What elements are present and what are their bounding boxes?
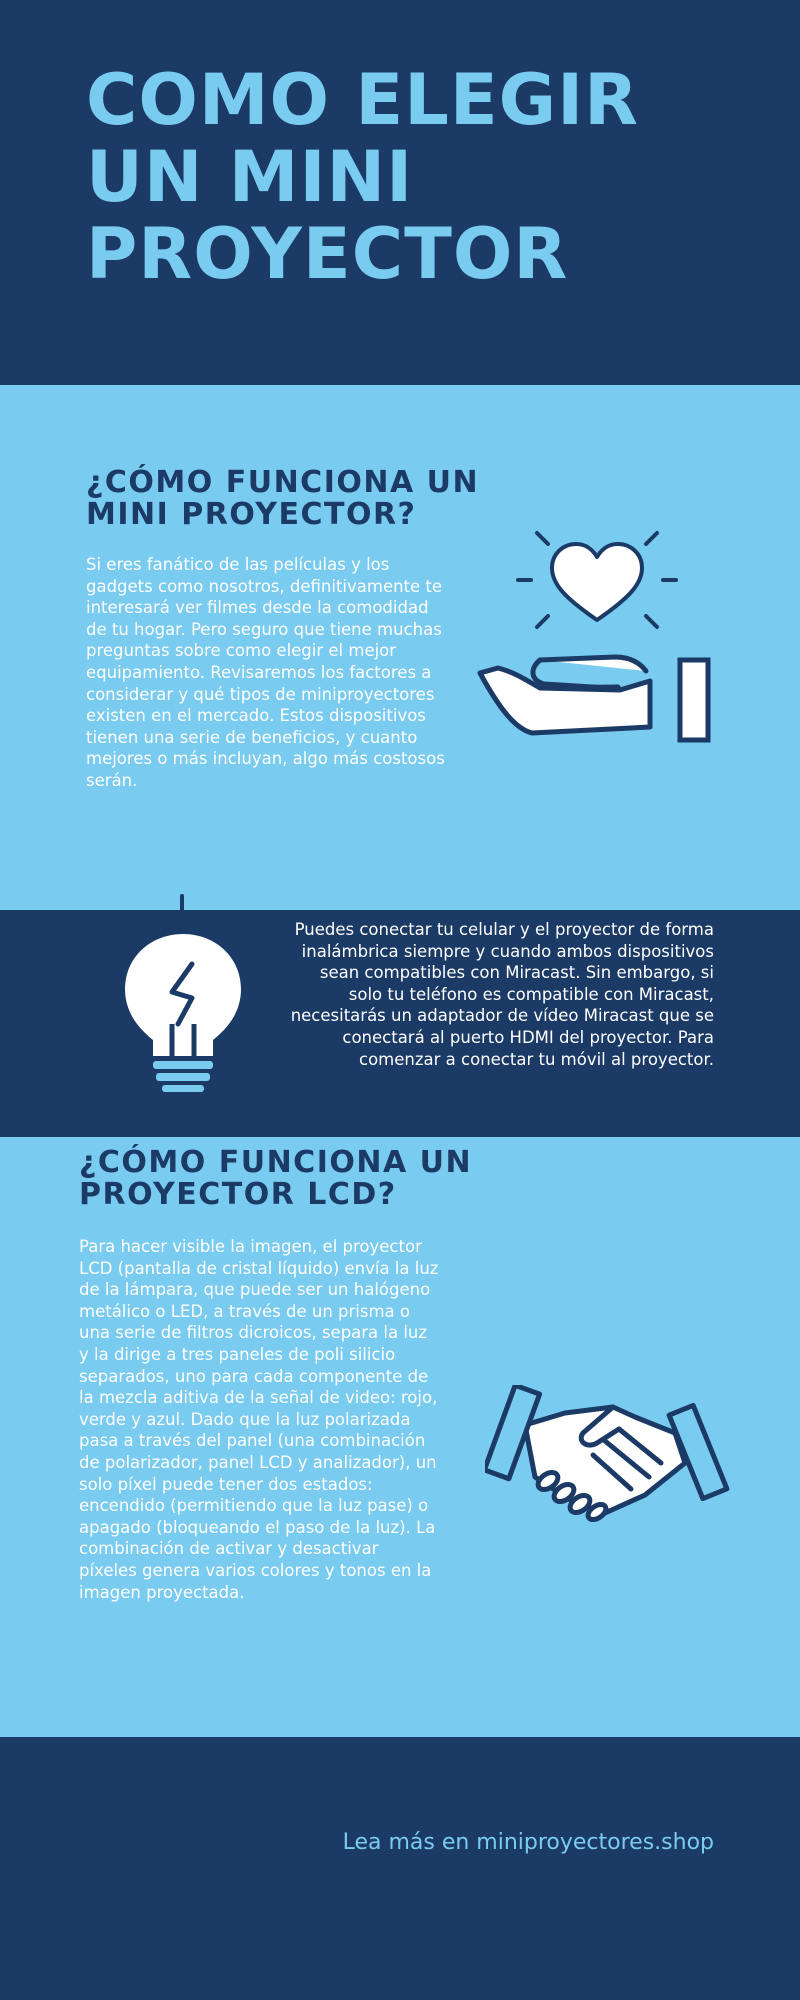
footer-link[interactable]: Lea más en miniproyectores.shop xyxy=(342,1830,714,1855)
section3-heading: ¿CÓMO FUNCIONA UN PROYECTOR LCD? xyxy=(79,1145,473,1212)
section1-heading: ¿CÓMO FUNCIONA UN MINI PROYECTOR? xyxy=(86,465,480,532)
header-band xyxy=(0,0,800,385)
hand-heart-icon xyxy=(470,520,720,760)
section1-text: Si eres fanático de las películas y los gadgets como nosotros, definitivamente te interesará ver filmes desde la comodidad de tu hogar. Pero seguro que tiene muchas preguntas sobre como elegir el mejor equipamiento. Revisaremos los factores a considerar y qué tipos de miniproyectores existen en el mercado. Estos dispositivos tienen una serie de beneficios, y cuanto mejores o más incluyan, algo más costosos serán. xyxy=(86,555,445,790)
section3-text: Para hacer visible la imagen, el proyector LCD (pantalla de cristal líquido) envía la luz de la lámpara, que puede ser un halógeno metálico o LED, a través de un prisma o una serie de filtros dicroicos, separa la luz y la dirige a tres paneles de poli silicio separados, uno para cada componente de la mezcla aditiva de la señal de video: rojo, verde y azul. Dado que la luz polarizada pasa a través del panel (una combinación de polarizador, panel LCD y analizador), un solo píxel puede tener dos estados: encendido (permitiendo que la luz pase) o apagado (bloqueando el paso de la luz). La combinación de activar y desactivar píxeles genera varios colores y tonos en la imagen proyectada. xyxy=(79,1237,439,1602)
page-title: COMO ELEGIR UN MINI PROYECTOR xyxy=(86,59,640,295)
section2-text: Puedes conectar tu celular y el proyector de forma inalámbrica siempre y cuando ambos dispositivos sean compatibles con Miracast. Sin embargo, si solo tu teléfono es compatible con Miracast, necesitarás un adaptador de vídeo Miracast que se conectará al puerto HDMI del proyector. Para comenzar a conectar tu móvil al proyector. xyxy=(290,920,714,1069)
handshake-icon xyxy=(485,1385,730,1530)
footer-band xyxy=(0,1737,800,2000)
lightbulb-icon xyxy=(110,892,260,1107)
